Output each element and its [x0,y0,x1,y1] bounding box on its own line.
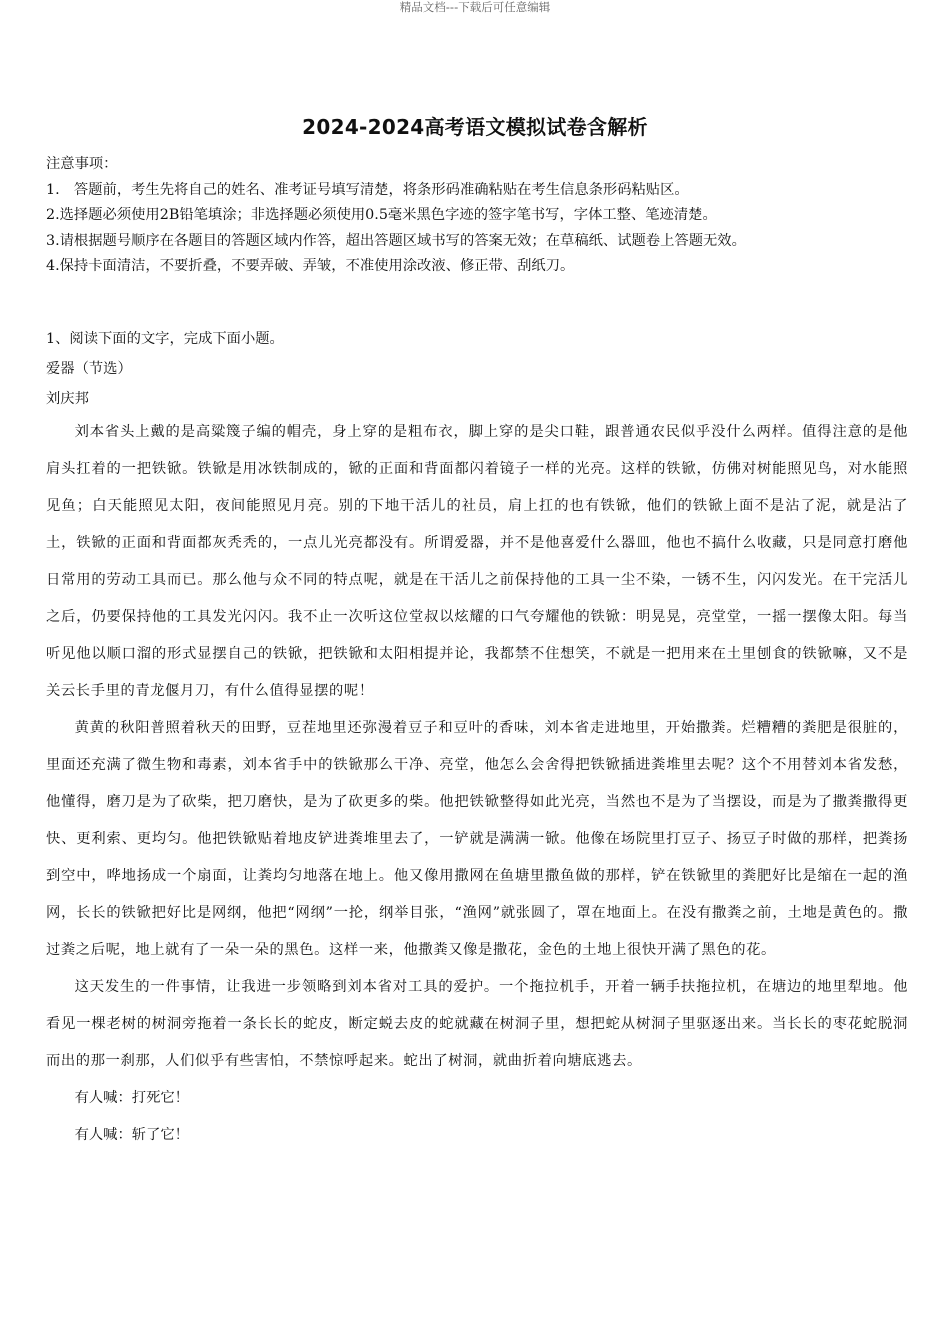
question-prompt: 1、阅读下面的文字，完成下面小题。 [46,331,284,347]
page-header: 精品文档---下载后可任意编辑 [399,0,551,14]
work-title: 爱器（节选） [46,361,132,377]
notes-item: 4.保持卡面清洁，不要折叠，不要弄破、弄皱，不准使用涂改液、修正带、刮纸刀。 [46,258,575,274]
notes-heading: 注意事项： [46,156,118,172]
passage-paragraph: 这天发生的一件事情，让我进一步领略到刘本省对工具的爱护。一个拖拉机手，开着一辆手扶拖拉机，在塘边的地里犁地。他看见一棵老树的树洞旁拖着一条长长的蛇皮，断定蜕去皮的蛇就藏在树洞子里，想把蛇从树洞子里驱逐出来。当长长的枣花蛇脱洞而出的那一刹那，人们似乎有些害怕，不禁惊呼起来。蛇出了树洞，就曲折着向塘底逃去。 [46,979,908,1069]
notes-item: 2.选择题必须使用2B铅笔填涂；非选择题必须使用0.5毫米黑色字迹的签字笔书写，字体工整、笔迹清楚。 [46,207,717,223]
notes-item: 3.请根据题号顺序在各题目的答题区域内作答，超出答题区域书写的答案无效；在草稿纸、试题卷上答题无效。 [46,232,746,249]
notes-section [46,152,926,280]
author-name: 刘庆邦 [46,391,89,407]
page-title: 2024-2024高考语文模拟试卷含解析 [302,115,648,139]
notes-item: 1. 答题前，考生先将自己的姓名、准考证号填写清楚，将条形码准确粘贴在考生信息条形码粘贴区。 [46,181,689,198]
dialogue-line: 有人喊：斩了它！ [74,1127,189,1143]
question-section [46,324,908,1154]
passage-paragraph: 黄黄的秋阳普照着秋天的田野，豆茬地里还弥漫着豆子和豆叶的香味，刘本省走进地里，开始撒粪。烂糟糟的粪肥是很脏的，里面还充满了微生物和毒素，刘本省手中的铁锨那么干净、亮堂，他怎么会舍得把铁锨插进粪堆里去呢？这个不用替刘本省发愁，他懂得，磨刀是为了砍柴，把刀磨快，是为了砍更多的柴。他把铁锨整得如此光亮，当然也不是为了当摆设，而是为了撒粪撒得更快、更利索、更均匀。他把铁锨贴着地皮铲进粪堆里去了，一铲就是满满一锨。他像在场院里打豆子、扬豆子时做的那样，把粪扬到空中，哗地扬成一个扇面，让粪均匀地落在地上。他又像用撒网在鱼塘里撒鱼做的那样，铲在铁锨里的粪肥好比是缩在一起的渔网，长长的铁锨把好比是网纲，他把“网纲”一抡，纲举目张，“渔网”就张圆了，罩在地面上。在没有撒粪之前，土地是黄色的。撒过粪之后呢，地上就有了一朵一朵的黑色。这样一来，他撒粪又像是撒花，金色的土地上很快开满了黑色的花。 [46,720,908,958]
passage-paragraph: 刘本省头上戴的是高粱篾子编的帽壳，身上穿的是粗布衣，脚上穿的是尖口鞋，跟普通农民似乎没什么两样。值得注意的是他肩头扛着的一把铁锨。铁锨是用冰铁制成的，锨的正面和背面都闪着镜子一样的光亮。这样的铁锨，仿佛对树能照见鸟，对水能照见鱼；白天能照见太阳，夜间能照见月亮。别的下地干活儿的社员，肩上扛的也有铁锨，他们的铁锨上面不是沾了泥，就是沾了土，铁锨的正面和背面都灰秃秃的，一点儿光亮都没有。所谓爱器，并不是他喜爱什么器皿，他也不搞什么收藏，只是同意打磨他日常用的劳动工具而已。那么他与众不同的特点呢，就是在干活儿之前保持他的工具一尘不染，一锈不生，闪闪发光。在干完活儿之后，仍要保持他的工具发光闪闪。我不止一次听这位堂叔以炫耀的口气夸耀他的铁锨：明晃晃，亮堂堂，一摇一摆像太阳。每当听见他以顺口溜的形式显摆自己的铁锨，把铁锨和太阳相提并论，我都禁不住想笑，不就是一把用来在土里刨食的铁锨嘛，又不是关云长手里的青龙偃月刀，有什么值得显摆的呢！ [46,424,908,699]
dialogue-line: 有人喊：打死它！ [74,1090,189,1106]
